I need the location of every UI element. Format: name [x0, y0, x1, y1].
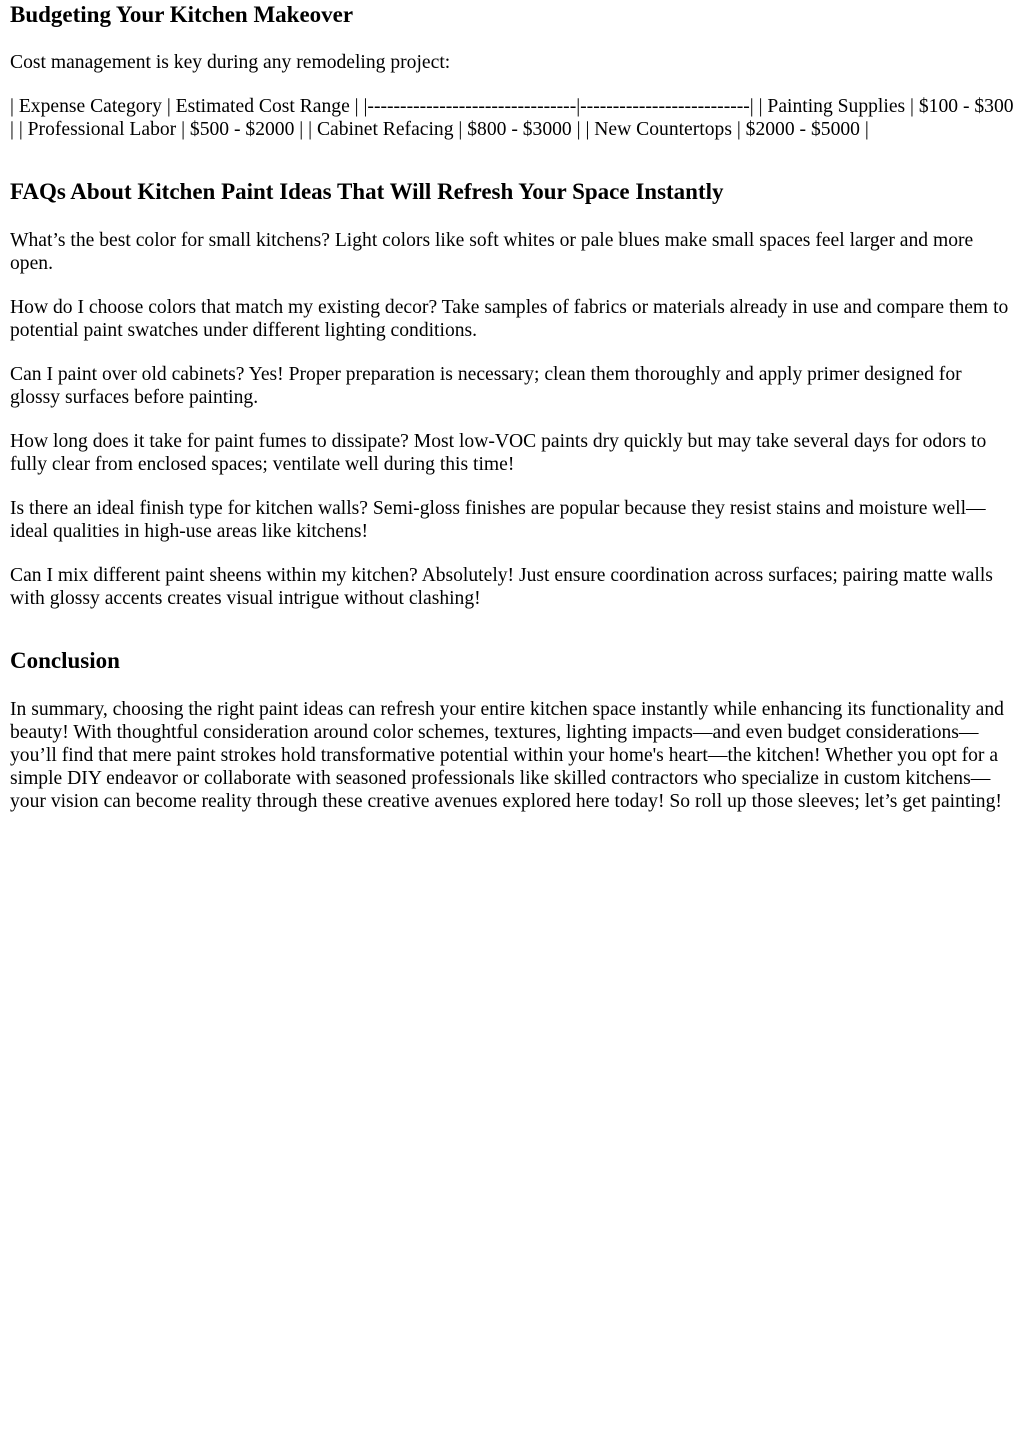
conclusion-heading: Conclusion [10, 648, 120, 673]
faq-item: How do I choose colors that match my existing decor? Take samples of fabrics or materials already in use and compare them to potential paint swatches under different lighting conditions. [10, 297, 1009, 341]
conclusion-text: In summary, choosing the right paint ideas can refresh your entire kitchen space instantly while enhancing its functionality and beauty! With thoughtful consideration around color schemes, textures, lighting impacts—and even budget considerations—you’ll find that mere paint strokes hold transformative potential within your home's heart—the kitchen! Whether you opt for a simple DIY endeavor or collaborate with seasoned professionals like skilled contractors who specialize in custom kitchens—your vision can become reality through these creative avenues explored here today! So roll up those sleeves; let’s get painting! [10, 699, 1004, 812]
faq-item: How long does it take for paint fumes to dissipate? Most low-VOC paints dry quickly but may take several days for odors to fully clear from enclosed spaces; ventilate well during this time! [10, 431, 987, 475]
faq-item: Can I paint over old cabinets? Yes! Proper preparation is necessary; clean them thoroughly and apply primer designed for glossy surfaces before painting. [10, 364, 962, 408]
expense-table-text: | Expense Category | Estimated Cost Range | |--------------------------------|--------------------------| | Painting Supplies | $100 - $300 | | Professional Labor | $500 - $2000 | | Cabinet Refacing | $800 - $3000 | | New Countertops | $2000 - $5000 | [10, 96, 1014, 140]
faqs-heading: FAQs About Kitchen Paint Ideas That Will Refresh Your Space Instantly [10, 179, 724, 204]
article-body [0, 1, 1024, 813]
faq-item: Is there an ideal finish type for kitchen walls? Semi-gloss finishes are popular because they resist stains and moisture well—ideal qualities in high-use areas like kitchens! [10, 498, 986, 542]
faq-item: Can I mix different paint sheens within my kitchen? Absolutely! Just ensure coordination across surfaces; pairing matte walls with glossy accents creates visual intrigue without clashing! [10, 565, 993, 609]
budget-heading: Budgeting Your Kitchen Makeover [10, 2, 354, 27]
budget-intro: Cost management is key during any remodeling project: [10, 52, 451, 73]
faq-item: What’s the best color for small kitchens? Light colors like soft whites or pale blues make small spaces feel larger and more open. [10, 230, 974, 274]
